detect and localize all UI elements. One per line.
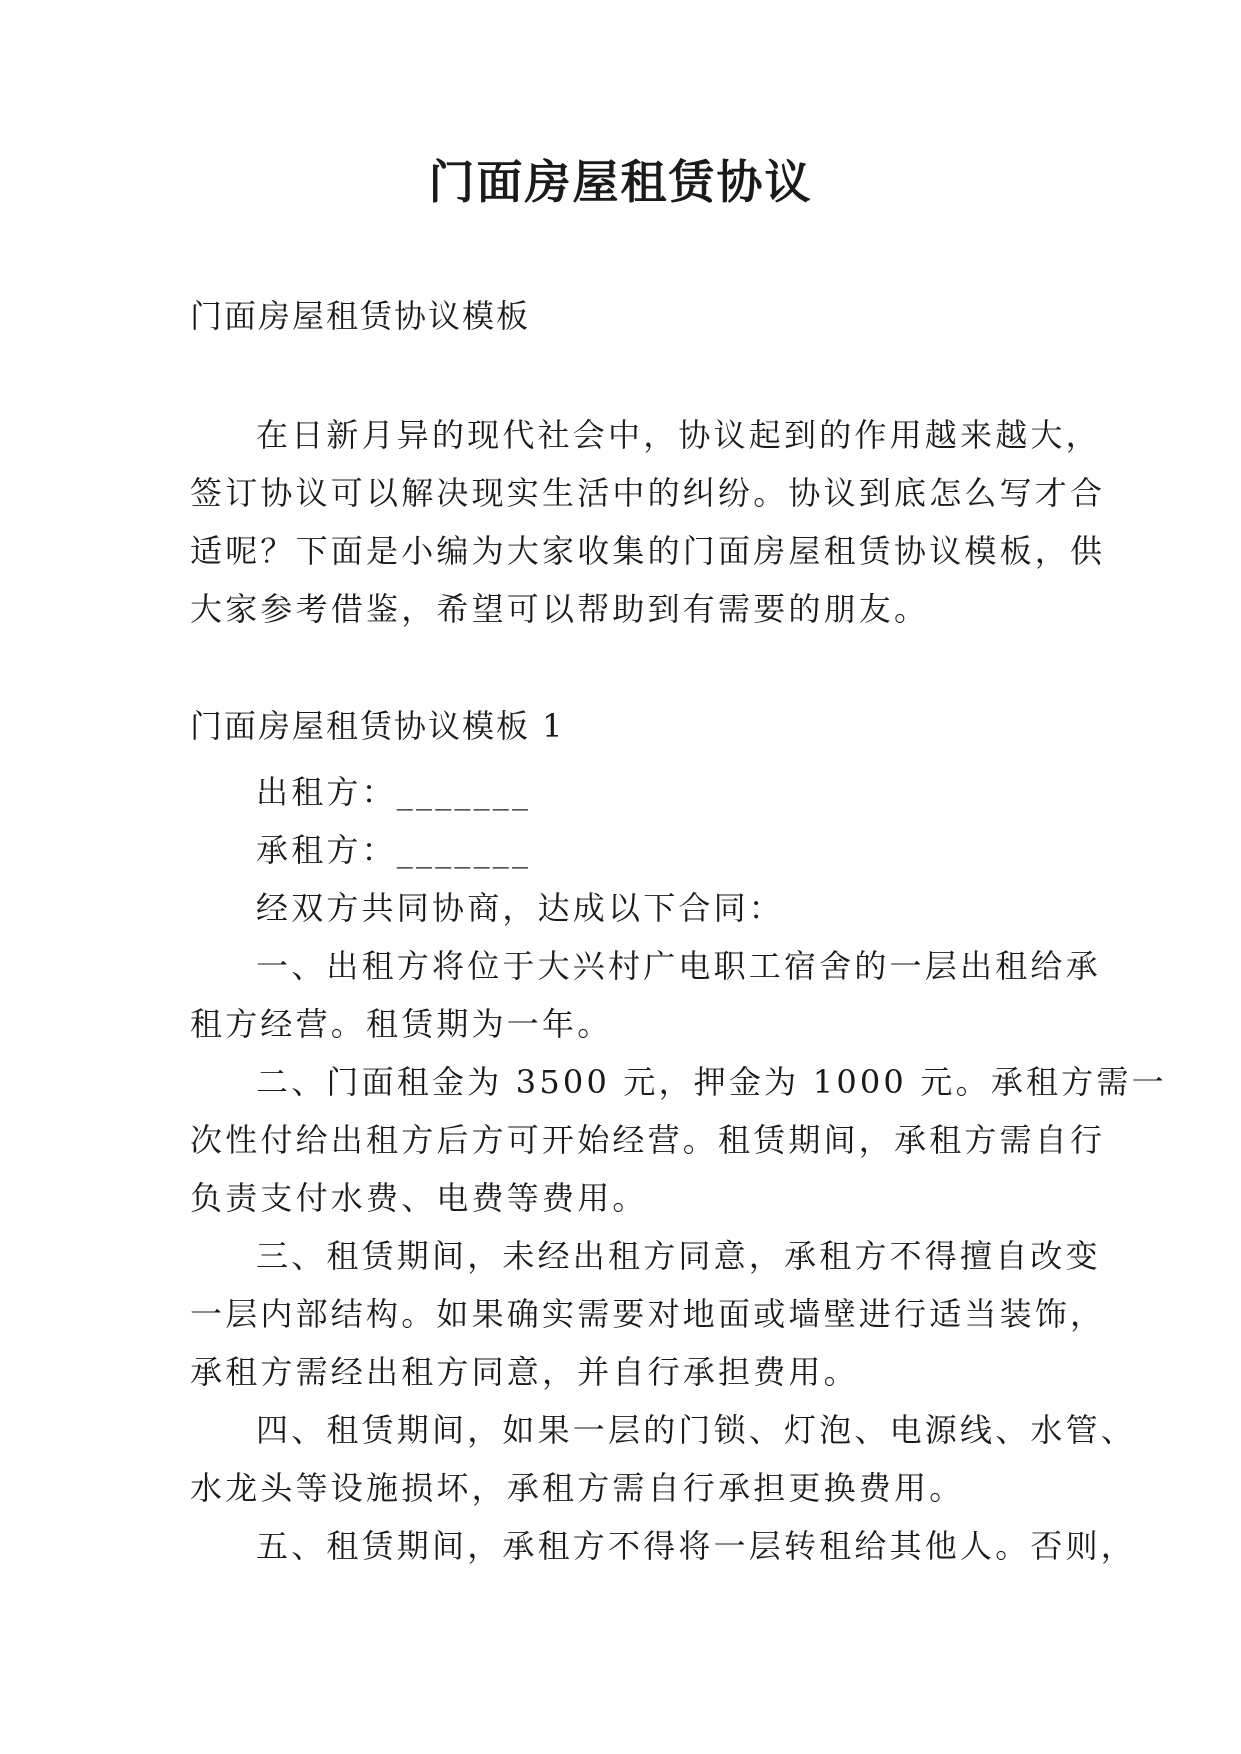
clause-4-line: 水龙头等设施损坏，承租方需自行承担更换费用。 xyxy=(190,1469,965,1507)
clause-2-line: 二、门面租金为 3500 元，押金为 1000 元。承租方需一 xyxy=(256,1063,1167,1101)
intro-line: 大家参考借鉴，希望可以帮助到有需要的朋友。 xyxy=(190,590,930,628)
document-title: 门面房屋租赁协议 xyxy=(428,155,813,209)
clause-1-line: 一、出租方将位于大兴村广电职工宿舍的一层出租给承 xyxy=(256,947,1101,985)
clause-3-line: 一层内部结构。如果确实需要对地面或墙壁进行适当装饰， xyxy=(190,1295,1106,1333)
clause-3-line: 三、租赁期间，未经出租方同意，承租方不得擅自改变 xyxy=(256,1237,1101,1275)
intro-paragraph xyxy=(190,406,1106,638)
clause-2-line: 次性付给出租方后方可开始经营。租赁期间，承租方需自行 xyxy=(190,1121,1106,1159)
section-heading: 门面房屋租赁协议模板 1 xyxy=(190,707,565,745)
clause-3-line: 承租方需经出租方同意，并自行承担费用。 xyxy=(190,1353,859,1391)
intro-line: 签订协议可以解决现实生活中的纠纷。协议到底怎么写才合 xyxy=(190,474,1106,512)
lessor-line: 出租方：_______ xyxy=(256,773,532,811)
intro-line: 在日新月异的现代社会中，协议起到的作用越来越大， xyxy=(256,416,1101,454)
clause-5-line: 五、租赁期间，承租方不得将一层转租给其他人。否则， xyxy=(256,1527,1137,1565)
lessee-line: 承租方：_______ xyxy=(256,831,532,869)
agreement-intro-line: 经双方共同协商，达成以下合同： xyxy=(256,889,785,927)
clause-1-line: 租方经营。租赁期为一年。 xyxy=(190,1005,613,1043)
intro-line: 适呢？下面是小编为大家收集的门面房屋租赁协议模板，供 xyxy=(190,532,1106,570)
clause-4-line: 四、租赁期间，如果一层的门锁、灯泡、电源线、水管、 xyxy=(256,1411,1137,1449)
contract-body xyxy=(190,763,1167,1575)
clause-2-line: 负责支付水费、电费等费用。 xyxy=(190,1179,648,1217)
document-subtitle: 门面房屋租赁协议模板 xyxy=(190,297,531,335)
